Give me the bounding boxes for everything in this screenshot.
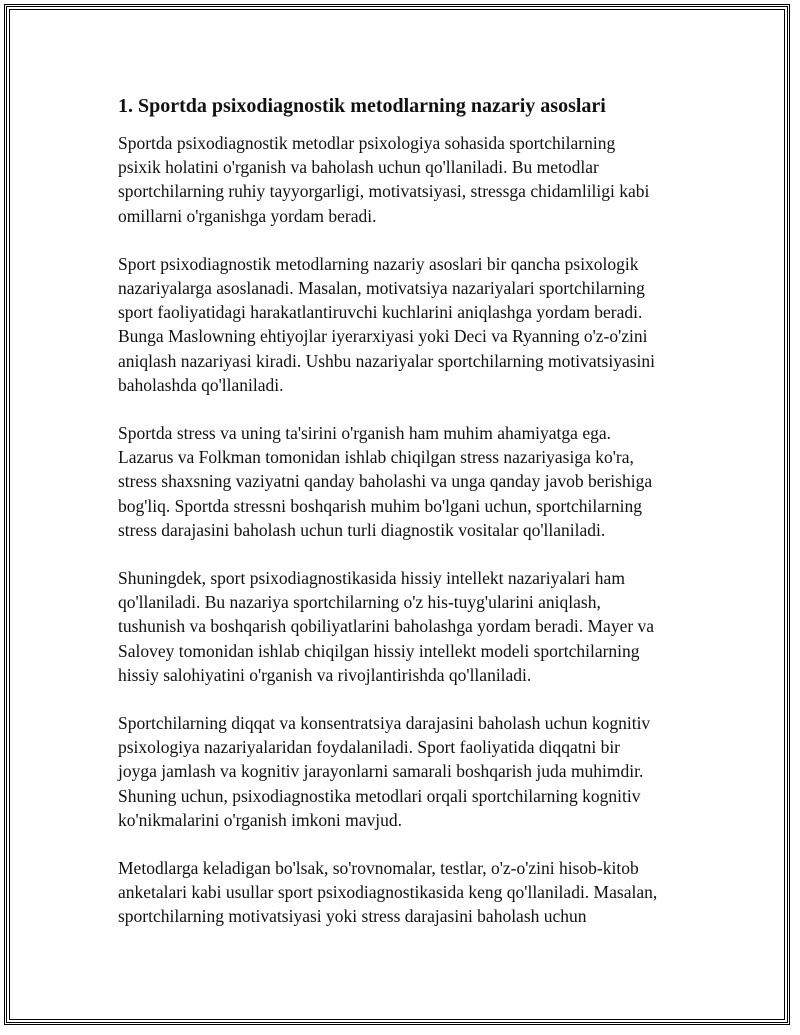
- text-line: Lazarus va Folkman tomonidan ishlab chiqilgan stress nazariyasiga ko'ra,: [118, 447, 634, 468]
- text-line: Sport psixodiagnostik metodlarning nazariy asoslari bir qancha psixologik: [118, 253, 639, 274]
- text-line: baholashda qo'llaniladi.: [118, 374, 284, 395]
- text-line: Sportchilarning diqqat va konsentratsiya darajasini baholash uchun kognitiv: [118, 713, 651, 734]
- text-line: stress darajasini baholash uchun turli diagnostik vositalar qo'llaniladi.: [118, 519, 606, 540]
- document-body: [118, 92, 698, 953]
- paragraph-2: [118, 252, 698, 397]
- text-line: sportchilarning ruhiy tayyorgarligi, motivatsiyasi, stressga chidamliligi kabi: [118, 181, 650, 202]
- text-line: Shuningdek, sport psixodiagnostikasida hissiy intellekt nazariyalari ham: [118, 568, 625, 589]
- text-line: Salovey tomonidan ishlab chiqilgan hissiy intellekt modeli sportchilarning: [118, 640, 640, 661]
- text-line: Bunga Maslowning ehtiyojlar iyerarxiyasi yoki Deci va Ryanning o'z-o'zini: [118, 326, 648, 347]
- text-line: sportchilarning motivatsiyasi yoki stress darajasini baholash uchun: [118, 906, 587, 927]
- text-line: anketalari kabi usullar sport psixodiagnostikasida keng qo'llaniladi. Masalan,: [118, 882, 658, 903]
- text-line: hissiy salohiyatini o'rganish va rivojlantirishda qo'llaniladi.: [118, 664, 532, 685]
- text-line: stress shaxsning vaziyatni qanday baholashi va unga qanday javob berishiga: [118, 471, 653, 492]
- text-line: sport faoliyatidagi harakatlantiruvchi kuchlarini aniqlashga yordam beradi.: [118, 302, 643, 323]
- section-heading: 1. Sportda psixodiagnostik metodlarning nazariy asoslari: [118, 95, 606, 117]
- paragraph-6: [118, 856, 698, 929]
- paragraph-1: [118, 131, 698, 228]
- paragraph-3: [118, 421, 698, 542]
- text-line: aniqlash nazariyasi kiradi. Ushbu nazariyalar sportchilarning motivatsiyasini: [118, 350, 655, 371]
- text-line: qo'llaniladi. Bu nazariya sportchilarning o'z his-tuyg'ularini aniqlash,: [118, 592, 601, 613]
- paragraph-5: [118, 711, 698, 832]
- text-line: bog'liq. Sportda stressni boshqarish muhim bo'lgani uchun, sportchilarning: [118, 495, 642, 516]
- text-line: joyga jamlash va kognitiv jarayonlarni samarali boshqarish juda muhimdir.: [118, 761, 644, 782]
- text-line: omillarni o'rganishga yordam beradi.: [118, 205, 377, 226]
- text-line: psixik holatini o'rganish va baholash uchun qo'llaniladi. Bu metodlar: [118, 157, 599, 178]
- text-line: psixologiya nazariyalaridan foydalaniladi. Sport faoliyatida diqqatni bir: [118, 737, 621, 758]
- text-line: Shuning uchun, psixodiagnostika metodlari orqali sportchilarning kognitiv: [118, 785, 641, 806]
- text-line: Sportda stress va uning ta'sirini o'rganish ham muhim ahamiyatga ega.: [118, 423, 611, 444]
- text-line: ko'nikmalarini o'rganish imkoni mavjud.: [118, 809, 403, 830]
- paragraph-4: [118, 566, 698, 687]
- text-line: Metodlarga keladigan bo'lsak, so'rovnomalar, testlar, o'z-o'zini hisob-kitob: [118, 858, 639, 879]
- text-line: Sportda psixodiagnostik metodlar psixologiya sohasida sportchilarning: [118, 133, 616, 153]
- text-line: nazariyalarga asoslanadi. Masalan, motivatsiya nazariyalari sportchilarning: [118, 278, 645, 299]
- text-line: tushunish va boshqarish qobiliyatlarini baholashga yordam beradi. Mayer va: [118, 616, 655, 637]
